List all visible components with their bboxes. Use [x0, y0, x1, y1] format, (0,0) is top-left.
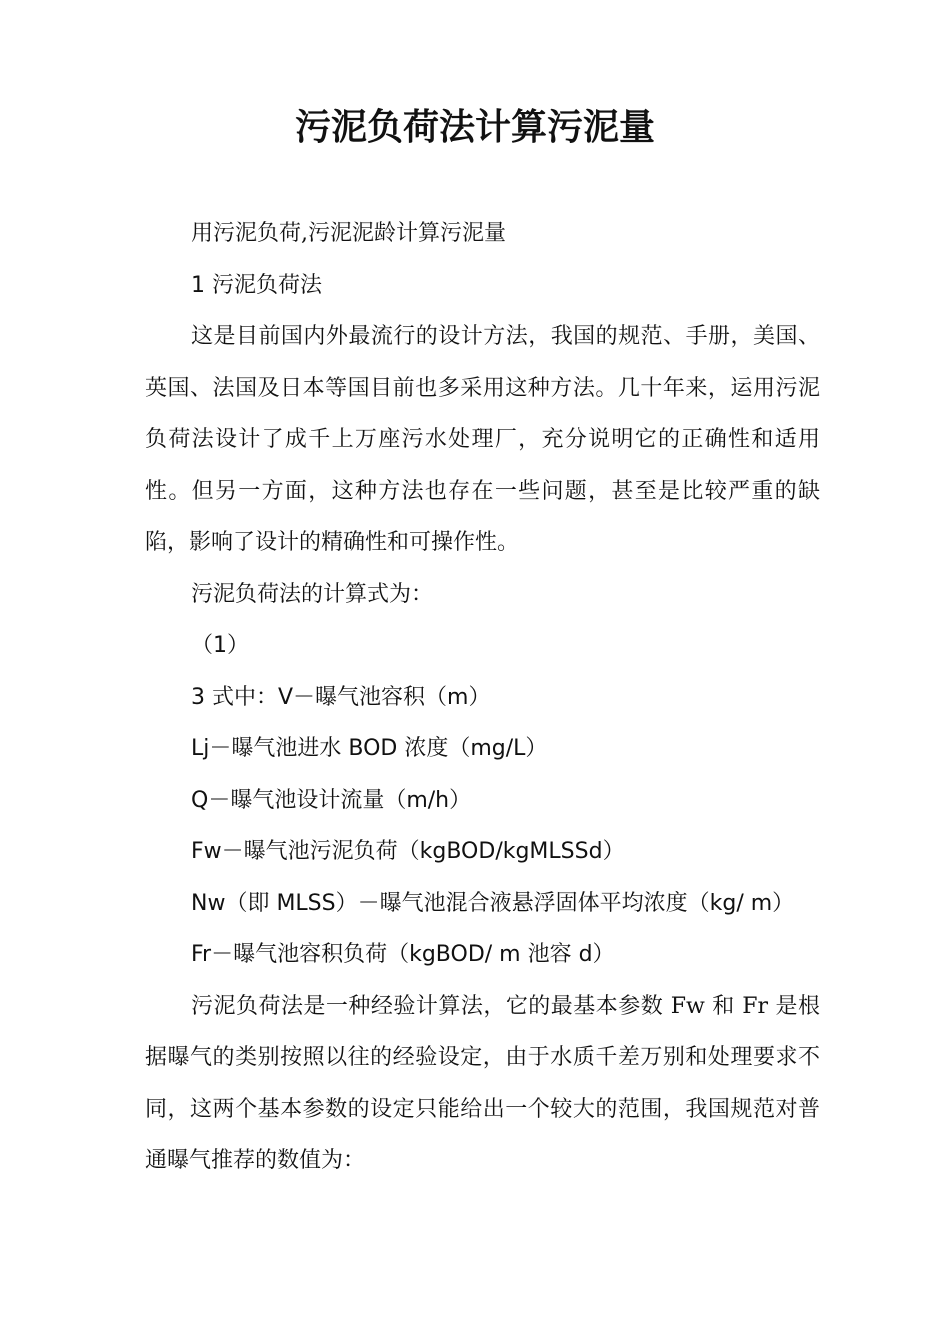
- definition-fw: Fw－曝气池污泥负荷（kgBOD/kgMLSSd）: [191, 839, 625, 864]
- paragraph-intro: 用污泥负荷,污泥泥龄计算污泥量: [191, 221, 506, 246]
- paragraph-method-description: 这是目前国内外最流行的设计方法，我国的规范、手册，美国、英国、法国及日本等国目前也多采用这种方法。几十年来，运用污泥负荷法设计了成千上万座污水处理厂，充分说明它的正确性和适用性。但另一方面，这种方法也存在一些问题，甚至是比较严重的缺陷，影响了设计的精确性和可操作性。: [145, 324, 820, 555]
- definition-q: Q－曝气池设计流量（m/h）: [191, 787, 472, 813]
- definition-v: 3 式中：V－曝气池容积（m）: [191, 684, 491, 710]
- document-body: [145, 208, 820, 1187]
- section-heading: 1 污泥负荷法: [191, 272, 322, 298]
- definition-nw: Nw（即 MLSS）－曝气池混合液悬浮固体平均浓度（kg/ m）: [191, 890, 795, 916]
- paragraph-method-evaluation: 污泥负荷法是一种经验计算法，它的最基本参数 Fw 和 Fr 是根据曝气的类别按照以往的经验设定，由于水质千差万别和处理要求不同，这两个基本参数的设定只能给出一个较大的范围，我国规范对普通曝气推荐的数值为：: [145, 993, 820, 1173]
- formula-number: （1）: [191, 633, 249, 658]
- definition-fr: Fr－曝气池容积负荷（kgBOD/ m 池容 d）: [191, 942, 615, 967]
- document-title: 污泥负荷法计算污泥量: [294, 107, 655, 148]
- paragraph-formula-intro: 污泥负荷法的计算式为：: [191, 581, 434, 607]
- definition-lj: Lj－曝气池进水 BOD 浓度（mg/L）: [191, 736, 548, 761]
